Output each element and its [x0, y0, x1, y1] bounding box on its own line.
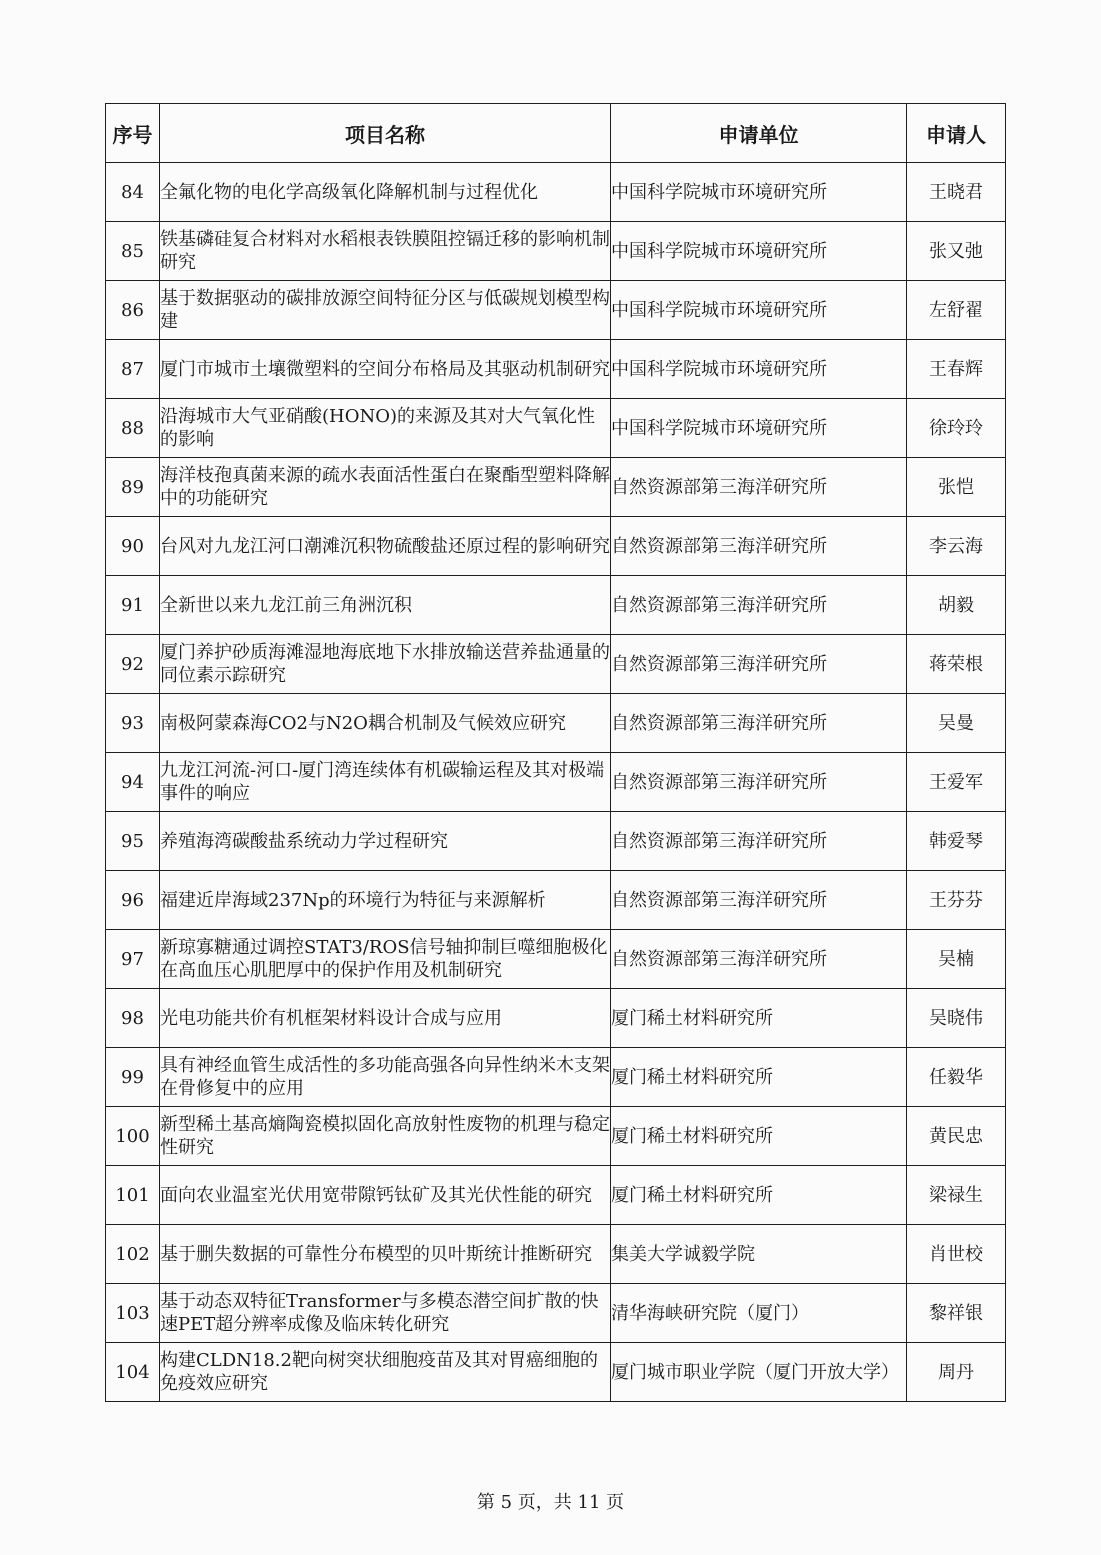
project-name: 新型稀土基高熵陶瓷模拟固化高放射性废物的机理与稳定性研究 [160, 1107, 611, 1166]
applicant-unit: 中国科学院城市环境研究所 [611, 340, 907, 399]
table-row [106, 1107, 1006, 1166]
applicant-name: 黄民忠 [907, 1107, 1006, 1166]
row-number: 101 [106, 1166, 160, 1225]
project-name: 铁基磷硅复合材料对水稻根表铁膜阻控镉迁移的影响机制研究 [160, 222, 611, 281]
table-row [106, 576, 1006, 635]
project-name: 面向农业温室光伏用宽带隙钙钛矿及其光伏性能的研究 [160, 1166, 611, 1225]
project-name: 基于数据驱动的碳排放源空间特征分区与低碳规划模型构建 [160, 281, 611, 340]
table-row [106, 1225, 1006, 1284]
row-number: 103 [106, 1284, 160, 1343]
row-number: 100 [106, 1107, 160, 1166]
table-row [106, 1284, 1006, 1343]
page-footer: 第 5 页，共 11 页 [476, 1492, 625, 1513]
applicant-name: 王春辉 [907, 340, 1006, 399]
project-name: 南极阿蒙森海CO2与N2O耦合机制及气候效应研究 [160, 694, 611, 753]
applicant-name: 蒋荣根 [907, 635, 1006, 694]
table-row [106, 163, 1006, 222]
project-name: 光电功能共价有机框架材料设计合成与应用 [160, 989, 611, 1048]
row-number: 98 [106, 989, 160, 1048]
applicant-name: 王爱军 [907, 753, 1006, 812]
row-number: 94 [106, 753, 160, 812]
applicant-unit: 中国科学院城市环境研究所 [611, 281, 907, 340]
applicant-name: 吴晓伟 [907, 989, 1006, 1048]
applicant-unit: 中国科学院城市环境研究所 [611, 222, 907, 281]
table-row [106, 1048, 1006, 1107]
row-number: 102 [106, 1225, 160, 1284]
applicant-name: 吴曼 [907, 694, 1006, 753]
applicant-unit: 厦门稀土材料研究所 [611, 1166, 907, 1225]
applicant-name: 韩爱琴 [907, 812, 1006, 871]
applicant-unit: 清华海峡研究院（厦门） [611, 1284, 907, 1343]
row-number: 87 [106, 340, 160, 399]
project-name: 构建CLDN18.2靶向树突状细胞疫苗及其对胃癌细胞的免疫效应研究 [160, 1343, 611, 1402]
table-row [106, 635, 1006, 694]
project-name: 养殖海湾碳酸盐系统动力学过程研究 [160, 812, 611, 871]
project-name: 台风对九龙江河口潮滩沉积物硫酸盐还原过程的影响研究 [160, 517, 611, 576]
applicant-name: 王晓君 [907, 163, 1006, 222]
applicant-unit: 自然资源部第三海洋研究所 [611, 812, 907, 871]
row-number: 92 [106, 635, 160, 694]
table-row [106, 753, 1006, 812]
applicant-name: 黎祥银 [907, 1284, 1006, 1343]
project-name: 基于动态双特征Transformer与多模态潜空间扩散的快速PET超分辨率成像及临床转化研究 [160, 1284, 611, 1343]
table-row [106, 399, 1006, 458]
applicant-name: 徐玲玲 [907, 399, 1006, 458]
table-row [106, 281, 1006, 340]
row-number: 91 [106, 576, 160, 635]
applicant-name: 王芬芬 [907, 871, 1006, 930]
row-number: 90 [106, 517, 160, 576]
applicant-unit: 厦门城市职业学院（厦门开放大学） [611, 1343, 907, 1402]
header-unit: 申请单位 [611, 104, 907, 163]
row-number: 99 [106, 1048, 160, 1107]
project-name: 福建近岸海域237Np的环境行为特征与来源解析 [160, 871, 611, 930]
row-number: 88 [106, 399, 160, 458]
header-person: 申请人 [907, 104, 1006, 163]
applicant-unit: 自然资源部第三海洋研究所 [611, 753, 907, 812]
applicant-unit: 自然资源部第三海洋研究所 [611, 871, 907, 930]
applicant-unit: 集美大学诚毅学院 [611, 1225, 907, 1284]
header-num: 序号 [106, 104, 160, 163]
applicant-unit: 自然资源部第三海洋研究所 [611, 517, 907, 576]
project-name: 海洋枝孢真菌来源的疏水表面活性蛋白在聚酯型塑料降解中的功能研究 [160, 458, 611, 517]
project-name: 新琼寡糖通过调控STAT3/ROS信号轴抑制巨噬细胞极化在高血压心肌肥厚中的保护作用及机制研究 [160, 930, 611, 989]
table-row [106, 1166, 1006, 1225]
applicant-unit: 厦门稀土材料研究所 [611, 1048, 907, 1107]
project-name: 基于删失数据的可靠性分布模型的贝叶斯统计推断研究 [160, 1225, 611, 1284]
table-row [106, 694, 1006, 753]
table-row [106, 812, 1006, 871]
applicant-unit: 中国科学院城市环境研究所 [611, 163, 907, 222]
table-row [106, 930, 1006, 989]
row-number: 89 [106, 458, 160, 517]
project-table [105, 103, 1006, 1402]
table-header-row [106, 104, 1006, 163]
row-number: 86 [106, 281, 160, 340]
applicant-name: 左舒翟 [907, 281, 1006, 340]
applicant-unit: 自然资源部第三海洋研究所 [611, 576, 907, 635]
row-number: 104 [106, 1343, 160, 1402]
applicant-name: 胡毅 [907, 576, 1006, 635]
applicant-unit: 自然资源部第三海洋研究所 [611, 635, 907, 694]
table-row [106, 517, 1006, 576]
project-name: 厦门市城市土壤微塑料的空间分布格局及其驱动机制研究 [160, 340, 611, 399]
applicant-name: 张又弛 [907, 222, 1006, 281]
applicant-name: 梁禄生 [907, 1166, 1006, 1225]
row-number: 85 [106, 222, 160, 281]
applicant-unit: 厦门稀土材料研究所 [611, 1107, 907, 1166]
project-name: 九龙江河流-河口-厦门湾连续体有机碳输运程及其对极端事件的响应 [160, 753, 611, 812]
header-name: 项目名称 [160, 104, 611, 163]
table-row [106, 340, 1006, 399]
applicant-unit: 自然资源部第三海洋研究所 [611, 694, 907, 753]
applicant-unit: 自然资源部第三海洋研究所 [611, 930, 907, 989]
table-row [106, 222, 1006, 281]
applicant-name: 李云海 [907, 517, 1006, 576]
applicant-unit: 中国科学院城市环境研究所 [611, 399, 907, 458]
applicant-name: 肖世校 [907, 1225, 1006, 1284]
project-name: 全氟化物的电化学高级氧化降解机制与过程优化 [160, 163, 611, 222]
table-row [106, 989, 1006, 1048]
row-number: 84 [106, 163, 160, 222]
table-body [106, 163, 1006, 1402]
applicant-name: 张恺 [907, 458, 1006, 517]
applicant-name: 任毅华 [907, 1048, 1006, 1107]
row-number: 95 [106, 812, 160, 871]
project-name: 厦门养护砂质海滩湿地海底地下水排放输送营养盐通量的同位素示踪研究 [160, 635, 611, 694]
row-number: 93 [106, 694, 160, 753]
project-name: 沿海城市大气亚硝酸(HONO)的来源及其对大气氧化性的影响 [160, 399, 611, 458]
project-name: 具有神经血管生成活性的多功能高强各向异性纳米木支架在骨修复中的应用 [160, 1048, 611, 1107]
row-number: 97 [106, 930, 160, 989]
project-name: 全新世以来九龙江前三角洲沉积 [160, 576, 611, 635]
table-row [106, 1343, 1006, 1402]
applicant-unit: 厦门稀土材料研究所 [611, 989, 907, 1048]
row-number: 96 [106, 871, 160, 930]
applicant-name: 吴楠 [907, 930, 1006, 989]
table-row [106, 458, 1006, 517]
applicant-unit: 自然资源部第三海洋研究所 [611, 458, 907, 517]
table-row [106, 871, 1006, 930]
applicant-name: 周丹 [907, 1343, 1006, 1402]
